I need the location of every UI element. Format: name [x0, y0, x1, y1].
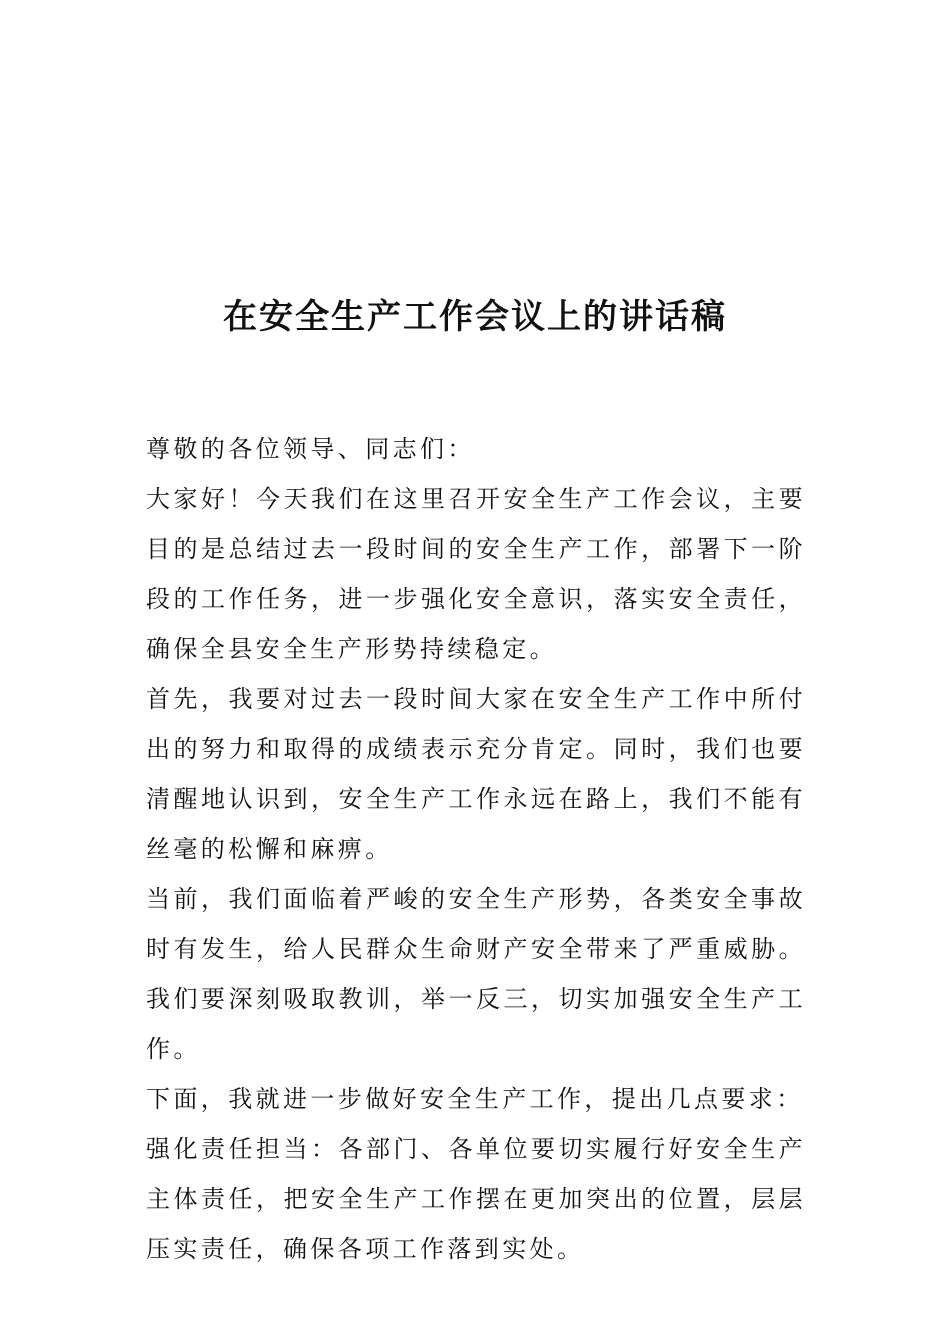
situation-paragraph: 当前，我们面临着严峻的安全生产形势，各类安全事故时有发生，给人民群众生命财产安全带来了严重威胁。我们要深刻吸取教训，举一反三，切实加强安全生产工作。	[146, 885, 806, 1063]
document-body	[146, 424, 806, 1274]
document-title: 在安全生产工作会议上的讲话稿	[223, 297, 727, 337]
responsibility-paragraph: 强化责任担当：各部门、各单位要切实履行好安全生产主体责任，把安全生产工作摆在更加突出的位置，层层压实责任，确保各项工作落到实处。	[146, 1135, 806, 1263]
greeting-paragraph: 大家好！今天我们在这里召开安全生产工作会议，主要目的是总结过去一段时间的安全生产工作，部署下一阶段的工作任务，进一步强化安全意识，落实安全责任，确保全县安全生产形势持续稳定。	[146, 485, 806, 663]
acknowledgement-paragraph: 首先，我要对过去一段时间大家在安全生产工作中所付出的努力和取得的成绩表示充分肯定。同时，我们也要清醒地认识到，安全生产工作永远在路上，我们不能有丝毫的松懈和麻痹。	[146, 685, 806, 863]
salutation-paragraph: 尊敬的各位领导、同志们：	[146, 435, 475, 463]
requirements-intro-paragraph: 下面，我就进一步做好安全生产工作，提出几点要求：	[146, 1085, 804, 1113]
